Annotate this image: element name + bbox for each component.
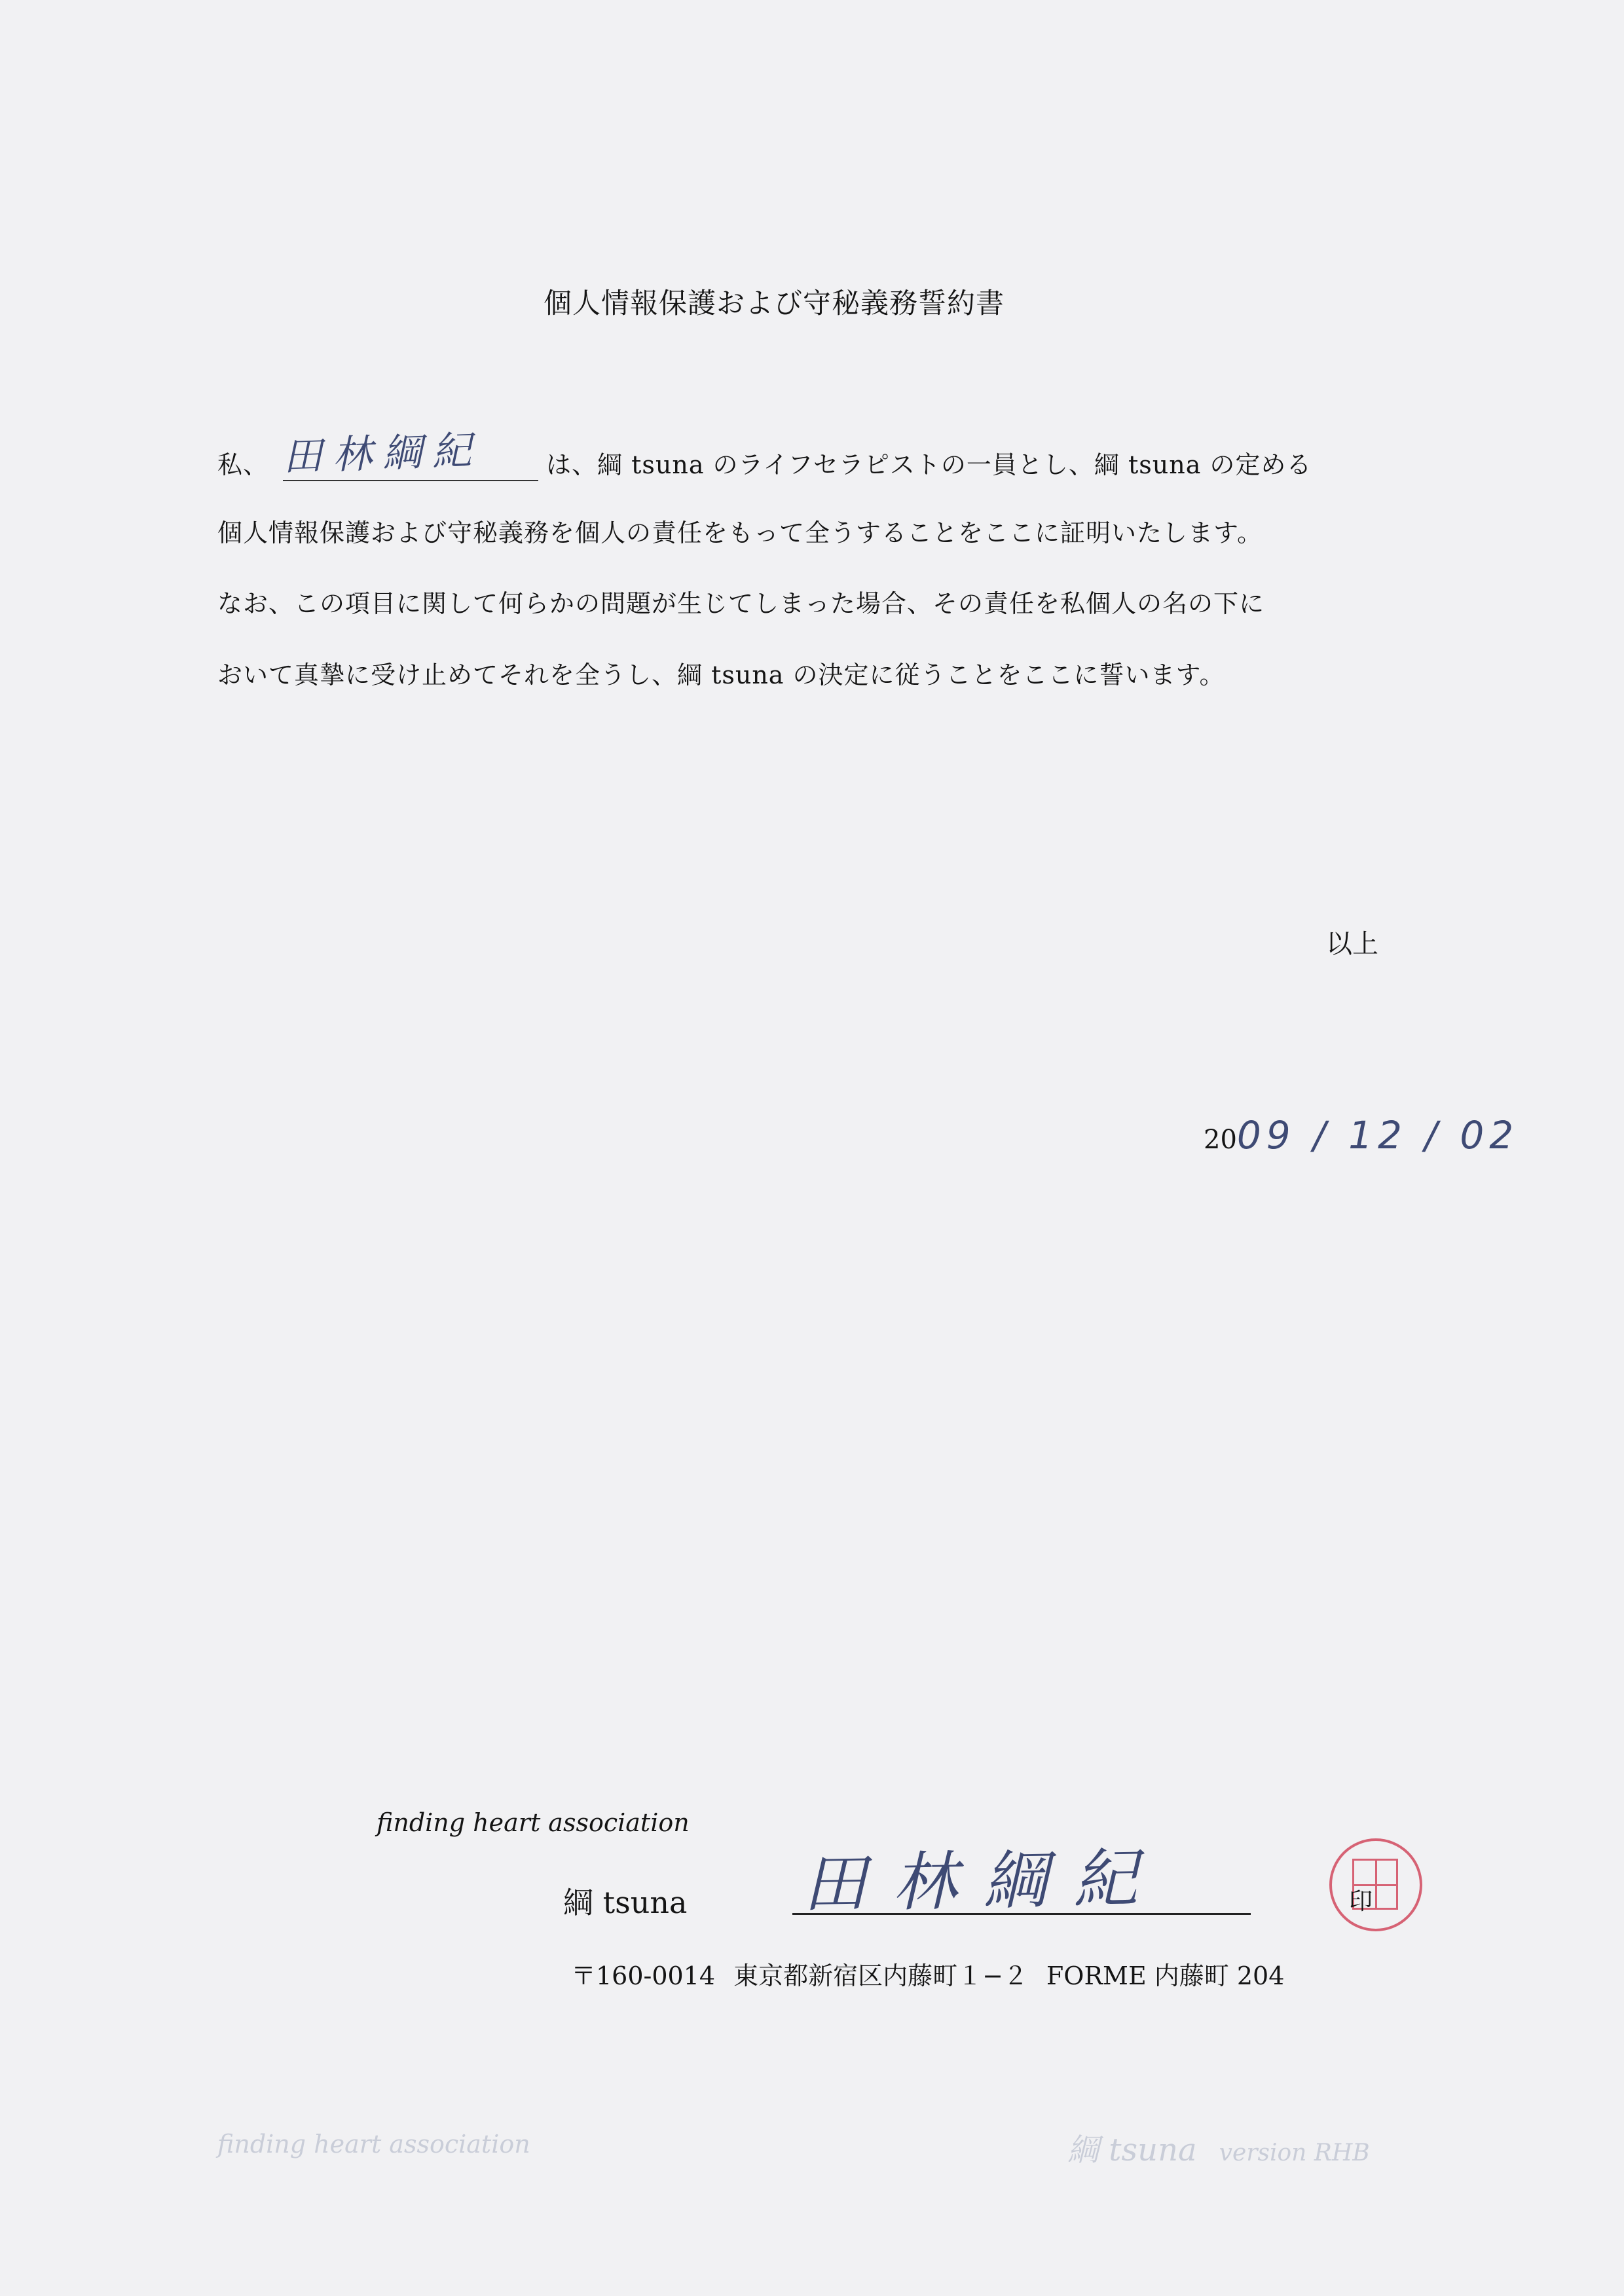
document-title: 個人情報保護および守秘義務誓約書	[544, 287, 1005, 320]
address-building: FORME 内藤町 204	[1046, 1961, 1285, 1990]
footer-organization: finding heart association	[217, 2130, 530, 2159]
footer-version: version RHB	[1219, 2140, 1370, 2166]
handwritten-signature: 田林綱紀	[802, 1841, 1165, 1922]
name-underline	[283, 480, 538, 481]
date-handwritten: 09 / 12 / 02	[1236, 1113, 1519, 1157]
seal-stamp-icon	[1329, 1838, 1422, 1931]
inline-name-field	[282, 427, 538, 481]
signature-line	[792, 1913, 1251, 1915]
body-line-1-suffix: は、綱 tsuna のライフセラピストの一員とし、綱 tsuna の定める	[546, 450, 1312, 479]
seal-mark-label: 印	[1349, 1888, 1373, 1915]
date	[1204, 1113, 1519, 1157]
body-line-4: おいて真摯に受け止めてそれを全うし、綱 tsuna の決定に従うことをここに誓います。	[217, 661, 1225, 689]
brand-name: 綱 tsuna	[563, 1885, 688, 1920]
address	[571, 1956, 1302, 1992]
body-line-2: 個人情報保護および守秘義務を個人の責任をもって全うすることをここに証明いたします。	[217, 519, 1263, 547]
closing-mark: 以上	[1326, 929, 1378, 959]
handwritten-name: 田林綱紀	[282, 427, 483, 481]
footer-brand-name: 綱 tsuna	[1067, 2132, 1197, 2168]
body-line-1	[217, 427, 1312, 481]
footer-brand	[1067, 2124, 1370, 2170]
body-line-1-prefix: 私、	[217, 450, 269, 479]
address-street: 東京都新宿区内藤町１−２	[733, 1961, 1028, 1990]
body-line-3: なお、この項目に関して何らかの問題が生じてしまった場合、その責任を私個人の名の下に	[217, 589, 1265, 618]
address-postal-code: 〒160-0014	[571, 1961, 716, 1990]
date-printed-prefix: 20	[1204, 1125, 1237, 1155]
organization-name: finding heart association	[377, 1808, 690, 1837]
